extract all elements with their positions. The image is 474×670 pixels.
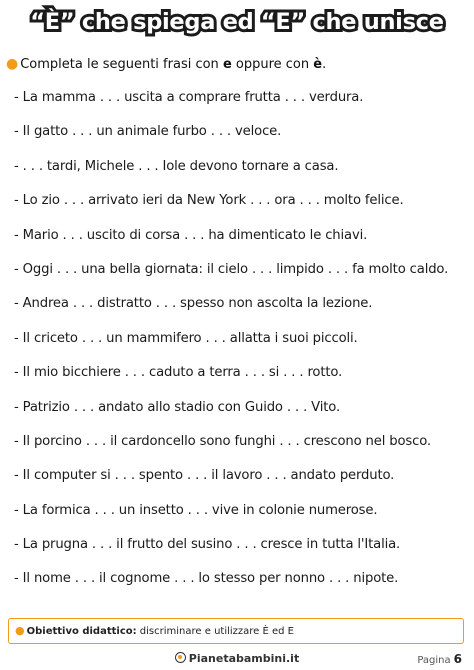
sentence-11: - Il porcino . . . il cardoncello sono funghi . . . crescono nel bosco.: [14, 434, 431, 449]
planet-logo-icon: [175, 652, 186, 663]
page-label: Pagina: [417, 655, 451, 666]
sentence-14: - La prugna . . . il frutto del susino . . . cresce in tutta l'Italia.: [14, 537, 401, 552]
page-number: [417, 650, 462, 668]
instruction-text-before: Completa le seguenti frasi con: [20, 57, 223, 72]
sentence-12: - Il computer si . . . spento . . . il lavoro . . . andato perduto.: [14, 468, 395, 483]
site-name: Pianetabambini.it: [188, 652, 300, 665]
sentence-13: - La formica . . . un insetto . . . vive in colonie numerose.: [14, 503, 378, 518]
instruction-text-middle: oppure con: [231, 57, 314, 72]
bullet-icon: ●: [15, 624, 25, 637]
instruction-e-accent: è: [313, 57, 323, 72]
instruction: [6, 55, 326, 74]
sentence-7: - Andrea . . . distratto . . . spesso non ascolta la lezione.: [14, 296, 373, 311]
sentence-10: - Patrizio . . . andato allo stadio con Guido . . . Vito.: [14, 400, 340, 415]
sentence-4: - Lo zio . . . arrivato ieri da New York . . . ora . . . molto felice.: [14, 193, 404, 208]
sentence-1: - La mamma . . . uscita a comprare frutta . . . verdura.: [14, 90, 364, 105]
objective-label: Obiettivo didattico:: [26, 626, 137, 637]
sentence-15: - Il nome . . . il cognome . . . lo stesso per nonno . . . nipote.: [14, 571, 399, 586]
bullet-icon: ●: [6, 56, 19, 72]
sentence-6: - Oggi . . . una bella giornata: il cielo . . . limpido . . . fa molto caldo.: [14, 262, 449, 277]
sentence-3: - . . . tardi, Michele . . . Iole devono tornare a casa.: [14, 159, 339, 174]
sentence-2: - Il gatto . . . un animale furbo . . . veloce.: [14, 124, 282, 139]
sentence-5: - Mario . . . uscito di corsa . . . ha dimenticato le chiavi.: [14, 228, 368, 243]
page-number-value: 6: [453, 652, 462, 666]
sentence-8: - Il criceto . . . un mammifero . . . allatta i suoi piccoli.: [14, 331, 358, 346]
site-logo: [0, 650, 474, 668]
page-title: “È” che spiega ed “E” che unisce: [30, 9, 444, 35]
learning-objective-box: [8, 618, 464, 644]
instruction-e: e: [222, 57, 232, 72]
sentence-9: - Il mio bicchiere . . . caduto a terra . . . si . . . rotto.: [14, 365, 343, 380]
objective-text: discriminare e utilizzare È ed E: [136, 626, 295, 637]
instruction-text-after: .: [322, 57, 327, 72]
